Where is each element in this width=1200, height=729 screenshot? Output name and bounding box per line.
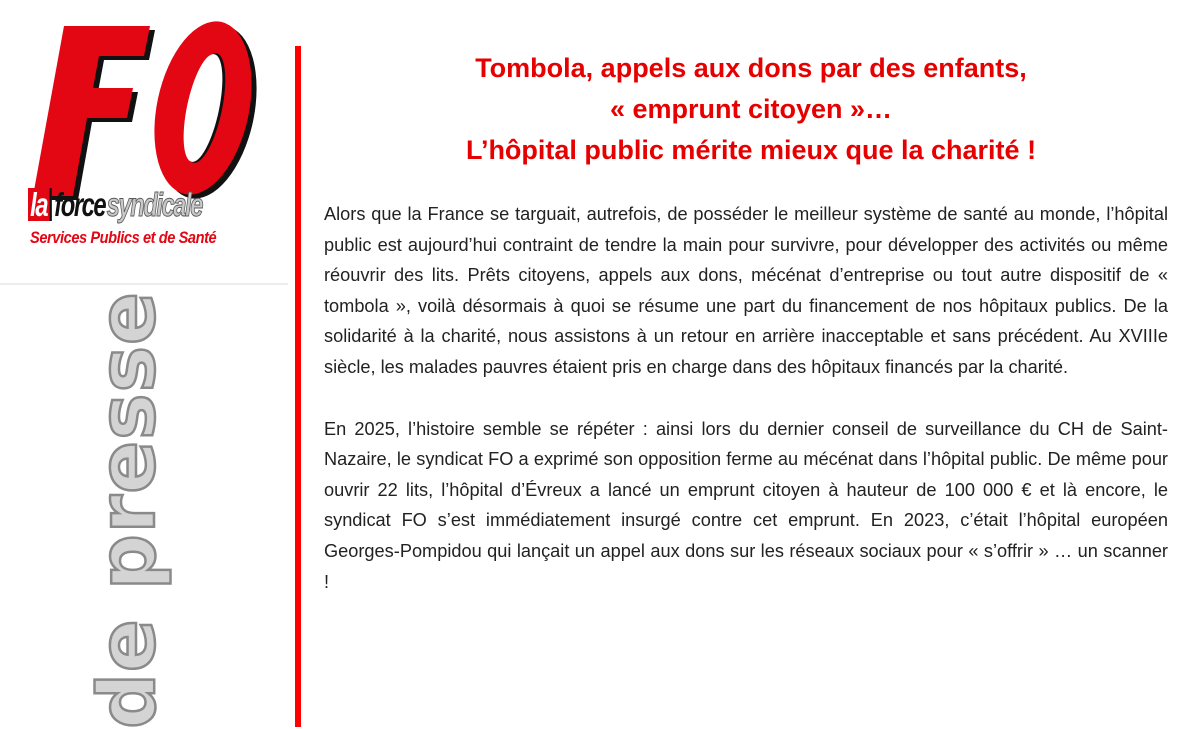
- headline-line-3: L’hôpital public mérite mieux que la charité !: [465, 135, 1037, 165]
- article-main: [324, 48, 1168, 597]
- press-release-label: de presse: [83, 291, 173, 729]
- fo-logo: [0, 0, 288, 285]
- tagline-force: force: [54, 186, 106, 223]
- paragraph-2: En 2025, l’histoire semble se répéter : ainsi lors du dernier conseil de surveillance du CH de Saint-Nazaire, le syndicat FO a exprimé son opposition ferme au mécénat dans l’hôpital public. De même pour ouvrir 22 lits, l’hôpital d’Évreux a lancé un emprunt citoyen à hauteur de 100 000 € et là encore, le syndicat FO s’est immédiatement insurgé contre cet emprunt. En 2023, c’était l’hôpital européen Georges-Pompidou qui lançait un appel aux dons sur les réseaux sociaux pour « s’offrir » … un scanner !: [324, 418, 1168, 592]
- headline-line-1: Tombola, appels aux dons par des enfants,: [475, 53, 1027, 83]
- left-panel: [0, 0, 288, 727]
- red-divider: [295, 46, 301, 727]
- fo-logo-letters: [22, 4, 262, 204]
- logo-subtitle: Services Publics et de Santé: [30, 228, 217, 247]
- logo-tagline: [28, 181, 202, 221]
- article-body: [324, 199, 1168, 597]
- paragraph-1: Alors que la France se targuait, autrefois, de posséder le meilleur système de santé au monde, l’hôpital public est aujourd’hui contraint de tendre la main pour survivre, pour développer des activités ou même réouvrir des lits. Prêts citoyens, appels aux dons, mécénat d’entreprise ou tout autre dispositif de « tombola », voilà désormais à quoi se résume une part du financement de nos hôpitaux publics. De la solidarité à la charité, nous assistons à un retour en arrière inacceptable et sans précédent. Au XVIIIe siècle, les malades pauvres étaient pris en charge dans des hôpitaux financés par la charité.: [324, 204, 1168, 377]
- tagline-syndicale: syndicale: [106, 186, 202, 223]
- fo-logo-icon: [22, 4, 262, 204]
- tagline-la: la: [28, 188, 51, 221]
- headline: [334, 48, 1168, 171]
- headline-line-2: « emprunt citoyen »…: [609, 94, 893, 124]
